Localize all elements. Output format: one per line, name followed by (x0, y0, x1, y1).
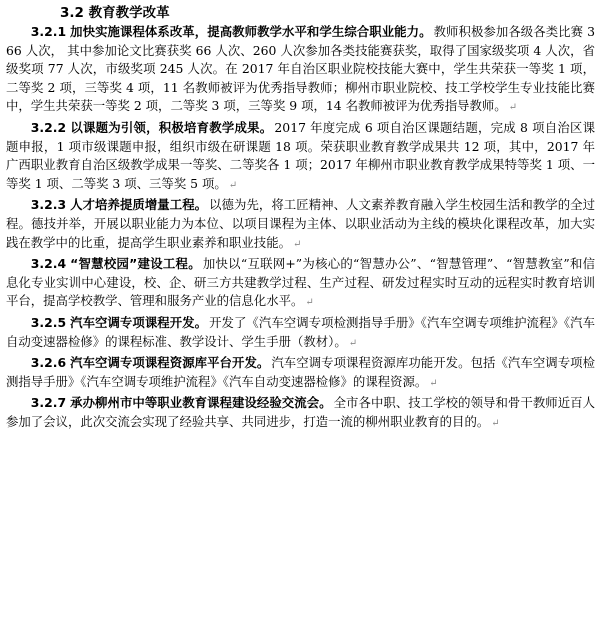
paragraph-3-2-5 (6, 314, 595, 353)
paragraph-3-2-1 (6, 23, 595, 118)
paragraph-mark-icon: ↵ (228, 179, 238, 191)
paragraph-mark-icon: ↵ (305, 297, 314, 309)
paragraph-3-2-7 (6, 394, 595, 433)
section-body: 全市各中职、技工学校的领导和骨干教师近百人参加了会议，此次交流会实现了经验共享、共同进步，打造一流的柳州职业教育的目的。 (6, 395, 596, 429)
section-body: 2017 年度完成 6 项自治区课题结题，完成 8 项自治区课题申报，1 项市级课题申报，组织市级在研课题 18 项。荣获职业教育教学成果共 12 项，其中，2017 年广西职业教育自治区级教学成果一等奖、二等奖各 1 项；2017 年柳州市职业教育教学成果特等奖 1 项、一等奖 1 项、二等奖 3 项、三等奖 5 项。 (6, 119, 595, 191)
section-title: 汽车空调专项课程开发。 (70, 314, 208, 330)
section-body: 教师积极参加各级各类比赛 366 人次， 其中参加论文比赛获奖 66 人次、260 人次参加各类技能赛获奖，取得了国家级奖项 4 人次，省级奖项 77 人次，市级奖项 245 人次。在 2017 年自治区职业院校技能大赛中，学生共荣获一等奖 1 项，二等奖 2 项，三等奖 4 项，11 名教师被评为优秀指导教师；柳州市职业院校、技工学校学生专业技能比赛中，学生共荣获一等奖 2 项，二等奖 3 项，三等奖 9 项，14 名教师被评为优秀指导教师。 (6, 24, 596, 114)
section-title: 加快实施课程体系改革，提高教师教学水平和学生综合职业能力。 (70, 24, 432, 39)
section-title: “智慧校园”建设工程。 (70, 256, 201, 272)
paragraph-3-2-2 (6, 119, 595, 195)
section-title: 人才培养提质增量工程。 (70, 197, 208, 213)
section-body: 开发了《汽车空调专项检测指导手册》《汽车空调专项维护流程》《汽车自动变速器检修》的课程标准、教学设计、学生手册（教材）。 (6, 314, 595, 349)
section-number: 3.2.7 (30, 395, 67, 411)
section-title: 以课题为引领，积极培育教学成果。 (70, 119, 273, 135)
section-number: 3.2.5 (30, 314, 67, 330)
section-number: 3.2.4 (30, 256, 67, 272)
paragraph-mark-icon: ↵ (508, 102, 518, 114)
paragraph-3-2-4 (6, 255, 595, 313)
section-number: 3.2.3 (30, 197, 67, 213)
paragraph-mark-icon: ↵ (348, 337, 358, 349)
paragraph-mark-icon: ↵ (292, 238, 302, 250)
section-body: 汽车空调专项课程资源库功能开发。包括《汽车空调专项检测指导手册》《汽车空调专项维护流程》《汽车自动变速器检修》的课程资源。 (6, 355, 596, 389)
section-body: 加快以“互联网+”为核心的“智慧办公”、“智慧管理”、“智慧教室”和信息化专业实训中心建设，校、企、研三方共建教学过程、生产过程、研发过程实时互动的远程实时教育培训平台，提高学校教学、管理和服务产业的信息化水平。 (6, 256, 595, 309)
section-body: 以德为先，将工匠精神、人文素养教育融入学生校园生活和教学的全过程。德技并举，开展以职业能力为本位、以项目课程为主体、以职业活动为主线的模块化课程改革，加大实践在教学中的比重，提高学生职业素养和职业技能。 (6, 197, 595, 250)
paragraph-3-2-6 (6, 354, 595, 393)
section-number: 3.2.6 (30, 355, 67, 371)
section-number: 3.2.2 (30, 119, 67, 135)
section-title: 汽车空调专项课程资源库平台开发。 (70, 355, 270, 371)
paragraph-3-2-3 (6, 196, 595, 254)
section-number: 3.2.1 (30, 24, 67, 39)
section-heading: 3.2 教育教学改革 (60, 5, 170, 21)
paragraph-mark-icon: ↵ (429, 377, 438, 389)
paragraph-mark-icon: ↵ (491, 417, 500, 429)
section-title: 承办柳州市中等职业教育课程建设经验交流会。 (70, 395, 332, 411)
